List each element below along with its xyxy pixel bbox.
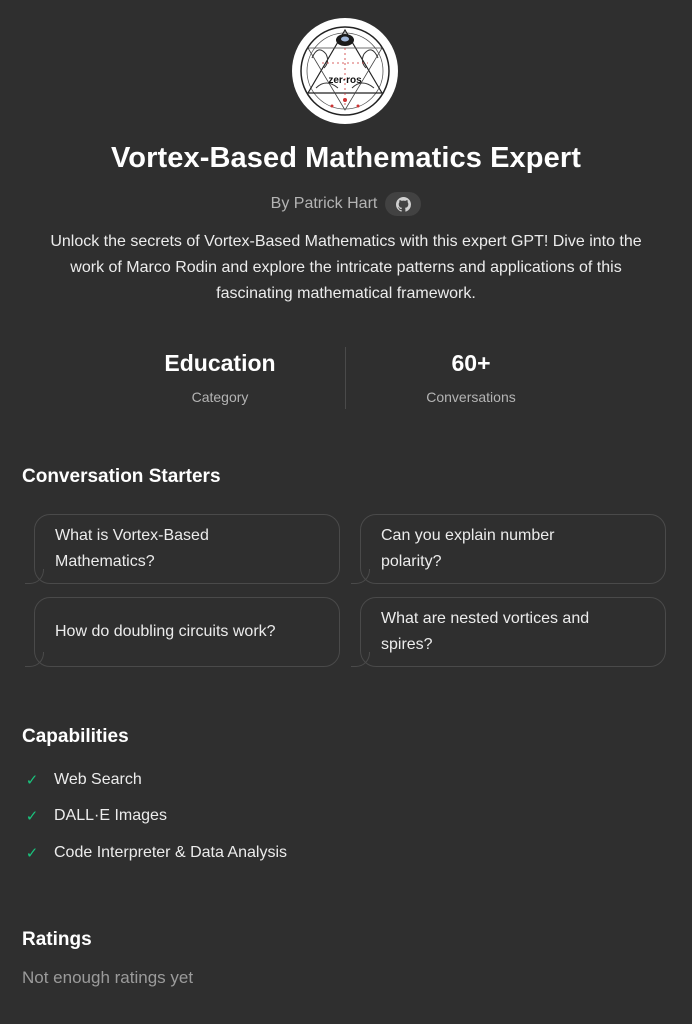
capability-label: DALL·E Images — [54, 807, 167, 824]
gpt-byline — [0, 192, 692, 216]
conversations-label: Conversations — [426, 389, 516, 405]
starter-text: Can you explain number polarity? — [381, 527, 555, 570]
gpt-avatar — [292, 18, 398, 124]
capability-label: Web Search — [54, 771, 142, 788]
gpt-title: Vortex-Based Mathematics Expert — [111, 142, 581, 174]
check-icon: ✓ — [25, 845, 39, 862]
gpt-description: Unlock the secrets of Vortex-Based Mathematics with this expert GPT! Dive into the work of Marco Rodin and explore the intricate patterns and applications of this fascinating mathematical framework. — [50, 233, 642, 302]
capabilities-heading: Capabilities — [22, 726, 129, 747]
conversations-stat — [346, 350, 596, 405]
author-name: By Patrick Hart — [270, 195, 378, 212]
conversation-starters-heading: Conversation Starters — [22, 466, 221, 487]
category-value: Education — [164, 350, 276, 376]
starter-text: How do doubling circuits work? — [55, 623, 276, 640]
starter-text: What are nested vortices and spires? — [381, 610, 590, 653]
avatar-illustration — [292, 18, 398, 124]
capability-item — [24, 807, 167, 825]
category-stat — [95, 350, 345, 405]
conversation-starter-4[interactable] — [360, 597, 666, 667]
ratings-status: Not enough ratings yet — [22, 968, 194, 987]
conversation-starter-2[interactable] — [360, 514, 666, 584]
ratings-heading: Ratings — [22, 929, 92, 950]
capability-label: Code Interpreter & Data Analysis — [54, 844, 288, 861]
avatar-wordmark: zer·ros — [328, 75, 362, 86]
conversations-value: 60+ — [451, 350, 491, 376]
capability-item — [24, 844, 287, 862]
capability-item — [24, 771, 142, 789]
conversation-starter-3[interactable] — [34, 597, 340, 667]
check-icon: ✓ — [25, 808, 39, 825]
category-label: Category — [191, 389, 249, 405]
github-icon — [396, 197, 411, 212]
check-icon: ✓ — [25, 772, 39, 789]
github-link[interactable] — [385, 192, 421, 216]
conversation-starter-1[interactable] — [34, 514, 340, 584]
starter-text: What is Vortex-Based Mathematics? — [55, 527, 209, 570]
